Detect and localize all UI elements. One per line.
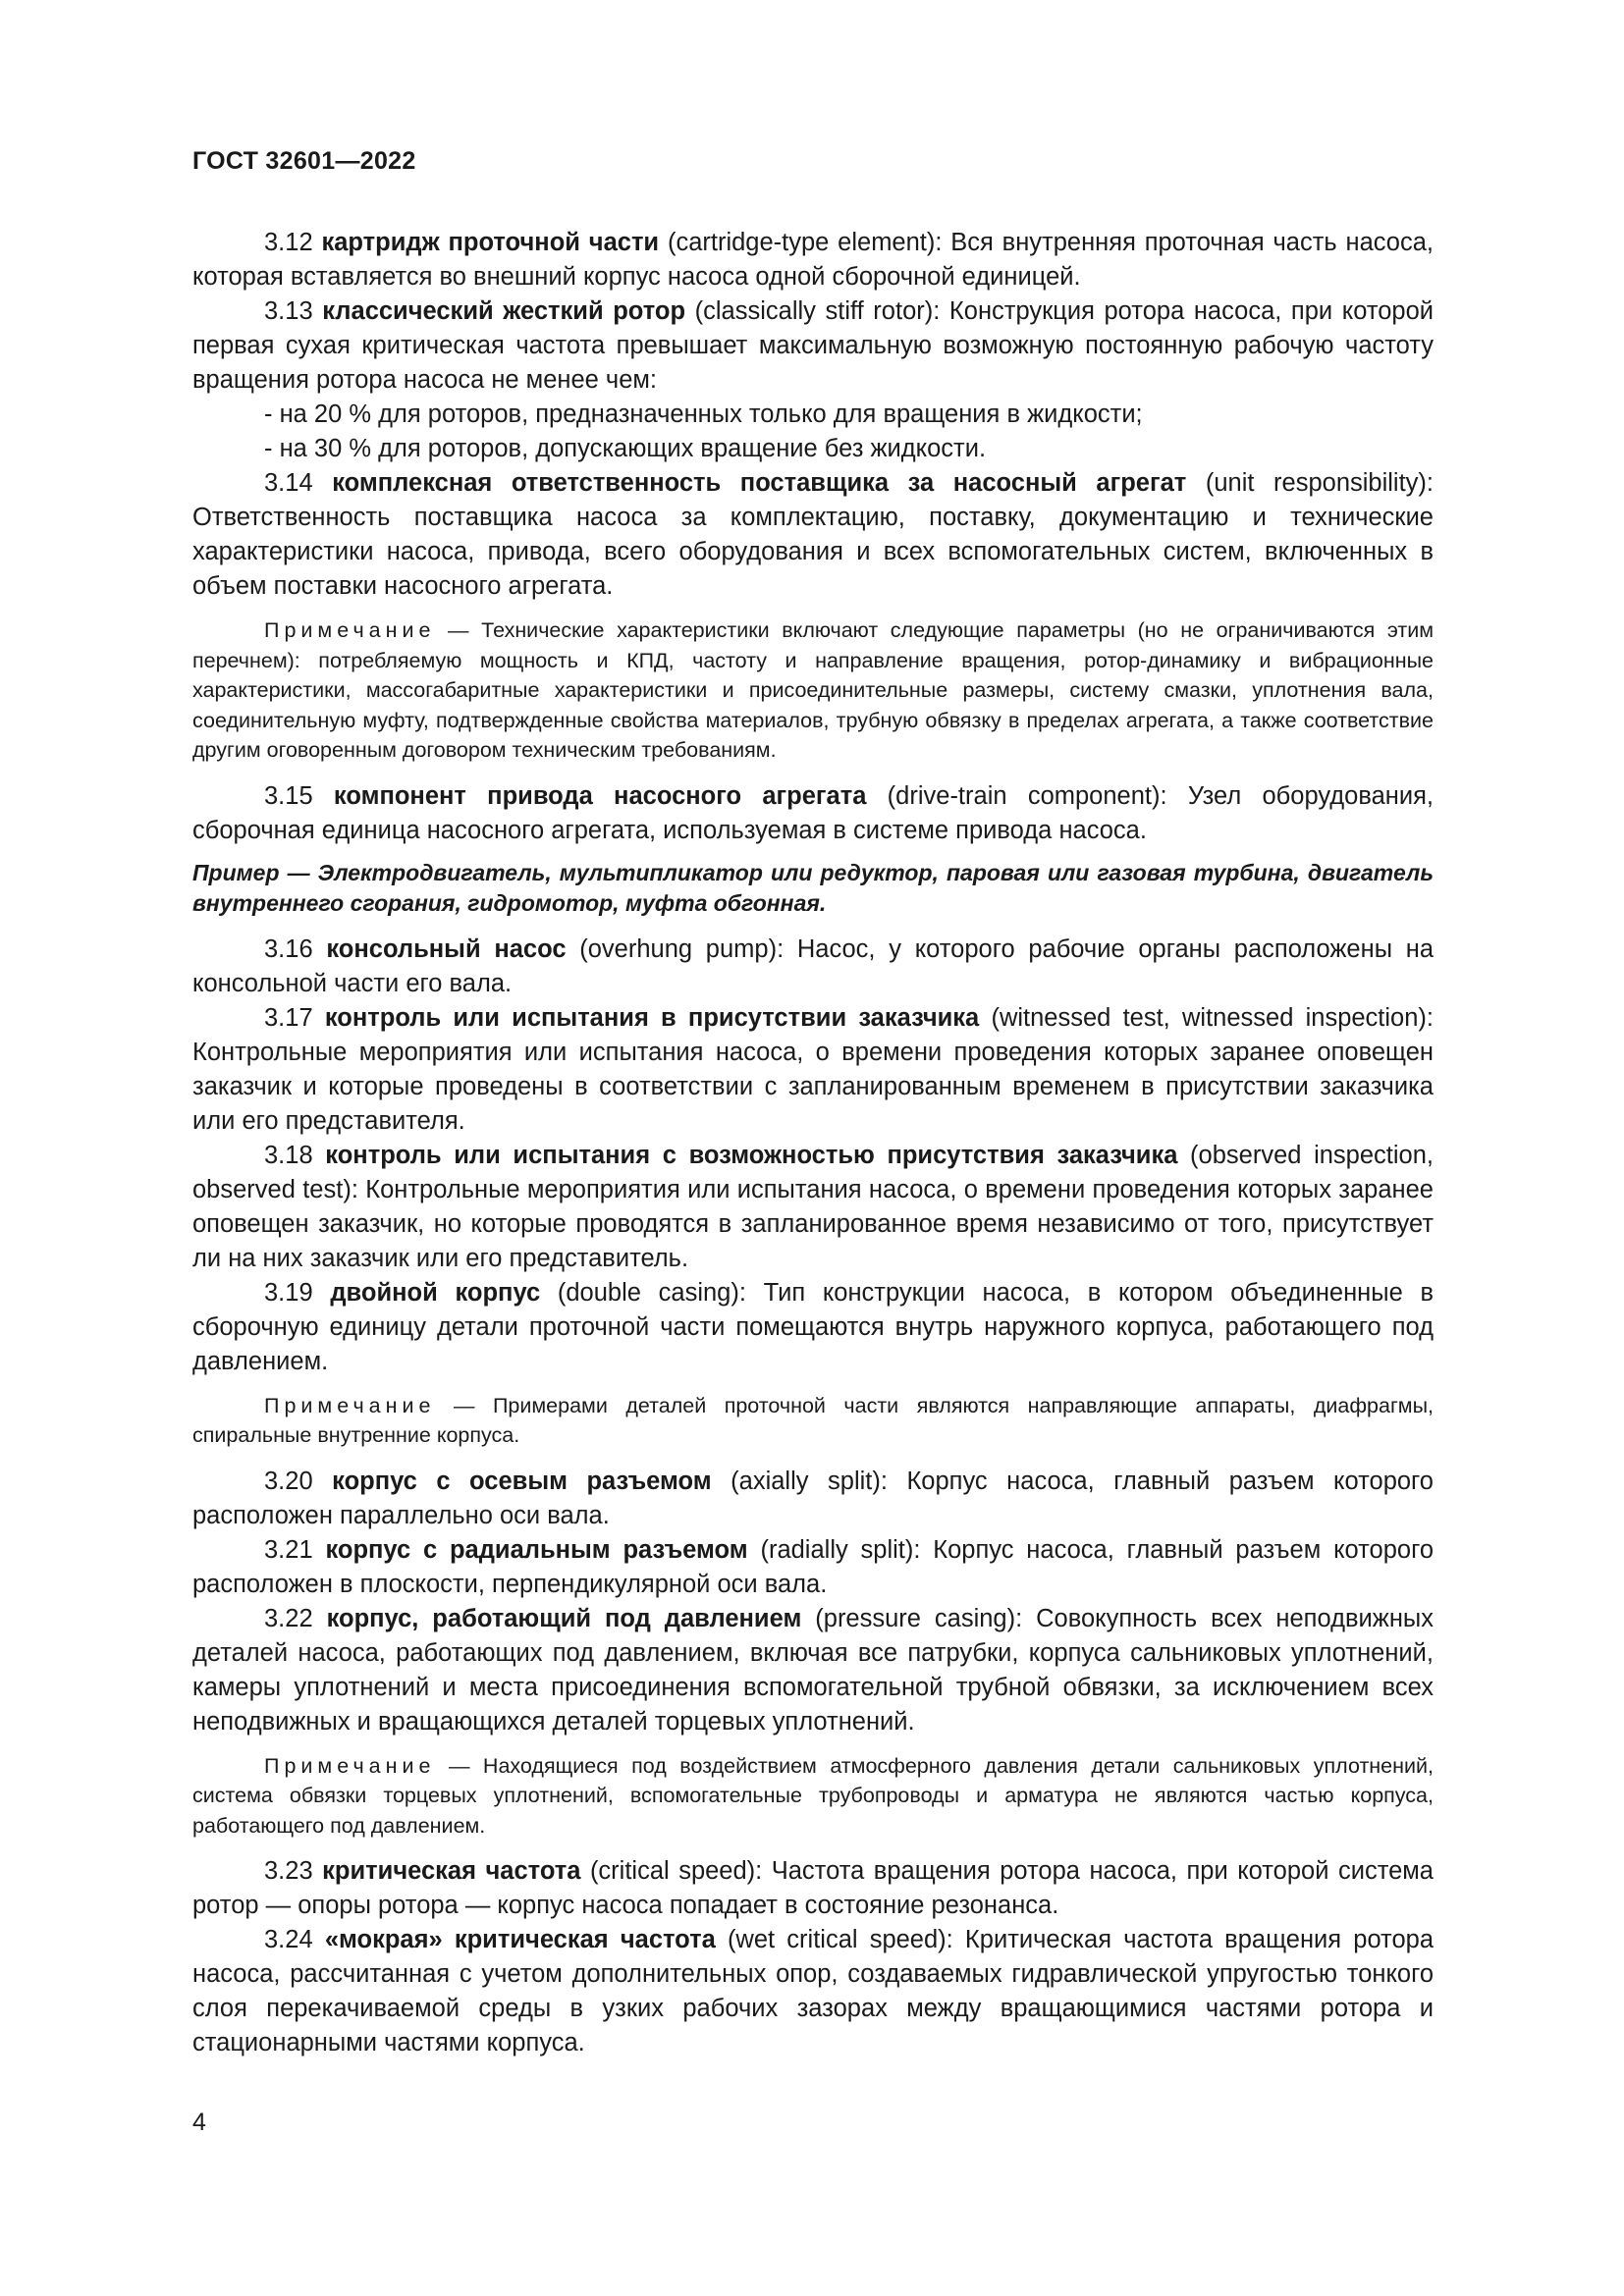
- term-definition: (drive-train component): Узел оборудования, сборочная единица насосного агрегата, используемая в системе привода насоса.: [192, 781, 1434, 844]
- note-text: — Находящиеся под воздействием атмосферного давления детали сальниковых уплотнений, система обвязки торцевых уплотнений, вспомогательные трубопроводы и арматура не являются частью корпуса, работающего под давлением.: [192, 1753, 1434, 1838]
- note-label: Примечание: [264, 618, 436, 642]
- term-title: компонент привода насосного агрегата: [333, 781, 867, 810]
- entry-number: 3.16: [264, 934, 313, 963]
- term-entry-3-22: [192, 1602, 1434, 1739]
- term-definition: (overhung pump): Насос, у которого рабочие органы расположены на консольной части его вала.: [192, 934, 1435, 997]
- note-text: — Примерами деталей проточной части являются направляющие аппараты, диафрагмы, спиральные внутренние корпуса.: [192, 1393, 1434, 1447]
- note-text: — Технические характеристики включают следующие параметры (но не ограничиваются этим перечнем): потребляемую мощность и КПД, частоту и направление вращения, ротор-динамику и вибрационные характеристики, массогабаритные характеристики и присоединительные размеры, систему смазки, уплотнения вала, соединительную муфту, подтвержденные свойства материалов, трубную обвязку в пределах агрегата, а также соответствие другим оговоренным договором техническим требованиям.: [192, 618, 1434, 762]
- term-title: двойной корпус: [330, 1278, 541, 1307]
- term-title: картридж проточной части: [321, 229, 660, 256]
- term-entry-3-20: [192, 1465, 1434, 1533]
- example: Пример — Электродвигатель, мультипликатор или редуктор, паровая или газовая турбина, двигатель внутреннего сгорания, гидромотор, муфта обгонная.: [192, 859, 1434, 916]
- term-definition: (observed inspection, observed test): Контрольные мероприятия или испытания насоса, о времени проведения которых заранее оповещен заказчик, но которые проводятся в запланированное время независимо от того, присутствует ли на них заказчик или его представитель.: [192, 1141, 1434, 1272]
- entry-number: 3.17: [264, 1003, 313, 1032]
- term-title: контроль или испытания с возможностью присутствия заказчика: [325, 1141, 1178, 1169]
- document-header: ГОСТ 32601—2022: [192, 147, 416, 175]
- entry-number: 3.12: [264, 229, 313, 256]
- term-entry-3-19: [192, 1276, 1434, 1379]
- term-definition: (wet critical speed): Критическая частота вращения ротора насоса, рассчитанная с учетом дополнительных опор, создаваемых гидравлической упругостью тонкого слоя перекачиваемой среды в узких рабочих зазорах между вращающимися частями ротора и стационарными частями корпуса.: [192, 1926, 1434, 2056]
- term-definition: (critical speed): Частота вращения ротора насоса, при которой система ротор — опоры ротора — корпус насоса попадает в состояние резонанса.: [192, 1857, 1434, 1919]
- term-entry-3-13: [192, 294, 1434, 398]
- term-title: критическая частота: [322, 1857, 581, 1885]
- term-entry-3-15: [192, 779, 1434, 848]
- term-definition: (double casing): Тип конструкции насоса, в котором объединенные в сборочную единицу детали проточной части помещаются внутрь наружного корпуса, работающего под давлением.: [192, 1278, 1434, 1375]
- note: [192, 1751, 1434, 1842]
- entry-number: 3.21: [264, 1535, 313, 1564]
- term-entry-3-16: [192, 933, 1434, 1001]
- entry-number: 3.20: [264, 1467, 313, 1495]
- entry-number: 3.22: [264, 1604, 313, 1632]
- term-definition: (radially split): Корпус насоса, главный разъем которого расположен в плоскости, перпендикулярной оси вала.: [192, 1535, 1434, 1598]
- entry-number: 3.24: [264, 1926, 313, 1953]
- note-label: Примечание: [264, 1753, 436, 1778]
- term-title: корпус с осевым разъемом: [332, 1467, 712, 1495]
- note-label: Примечание: [264, 1393, 436, 1417]
- list-item: - на 30 % для роторов, допускающих вращение без жидкости.: [264, 435, 987, 462]
- term-entry-3-21: [192, 1533, 1434, 1602]
- document-body: [192, 226, 1434, 2060]
- term-definition: (cartridge-type element): Вся внутренняя проточная часть насоса, которая вставляется во внешний корпус насоса одной сборочной единицей.: [192, 229, 1435, 291]
- page-number: 4: [192, 2109, 206, 2136]
- entry-number: 3.15: [264, 781, 313, 810]
- term-title: корпус, работающий под давлением: [326, 1604, 802, 1632]
- term-title: контроль или испытания в присутствии заказчика: [324, 1003, 980, 1032]
- entry-number: 3.13: [264, 297, 313, 325]
- term-definition: (witnessed test, witnessed inspection): Контрольные мероприятия или испытания насоса, о времени проведения которых заранее оповещен заказчик и которые проведены в соответствии с запланированным временем в присутствии заказчика или его представителя.: [192, 1003, 1434, 1135]
- term-title: корпус с радиальным разъемом: [325, 1535, 748, 1564]
- term-definition: (classically stiff rotor): Конструкция ротора насоса, при которой первая сухая критическая частота превышает максимальную возможную постоянную рабочую частоту вращения ротора насоса не менее чем:: [192, 297, 1434, 394]
- term-entry-3-14: [192, 466, 1434, 604]
- entry-number: 3.14: [264, 469, 313, 497]
- term-entry-3-23: [192, 1854, 1434, 1923]
- entry-number: 3.18: [264, 1141, 313, 1169]
- term-definition: (pressure casing): Совокупность всех неподвижных деталей насоса, работающих под давлением, включая все патрубки, корпуса сальниковых уплотнений, камеры уплотнений и места присоединения вспомогательной трубной обвязки, за исключением всех неподвижных и вращающихся деталей торцевых уплотнений.: [192, 1604, 1434, 1735]
- term-definition: (axially split): Корпус насоса, главный разъем которого расположен параллельно оси вала.: [192, 1467, 1434, 1529]
- term-title: консольный насос: [326, 934, 567, 963]
- entry-number: 3.19: [264, 1278, 313, 1307]
- term-entry-3-18: [192, 1139, 1434, 1276]
- note: [192, 615, 1434, 766]
- entry-number: 3.23: [264, 1857, 313, 1885]
- note: [192, 1391, 1434, 1451]
- term-title: «мокрая» критическая частота: [324, 1926, 716, 1953]
- list-item: - на 20 % для роторов, предназначенных только для вращения в жидкости;: [264, 400, 1143, 428]
- term-entry-3-17: [192, 1001, 1434, 1139]
- term-title: классический жесткий ротор: [322, 297, 686, 325]
- term-title: комплексная ответственность поставщика за насосный агрегат: [332, 469, 1187, 497]
- term-definition: (unit responsibility): Ответственность поставщика насоса за комплектацию, поставку, документацию и технические характеристики насоса, привода, всего оборудования и всех вспомогательных систем, включенных в объем поставки насосного агрегата.: [192, 469, 1435, 600]
- term-entry-3-24: [192, 1923, 1434, 2060]
- term-entry-3-12: [192, 226, 1434, 294]
